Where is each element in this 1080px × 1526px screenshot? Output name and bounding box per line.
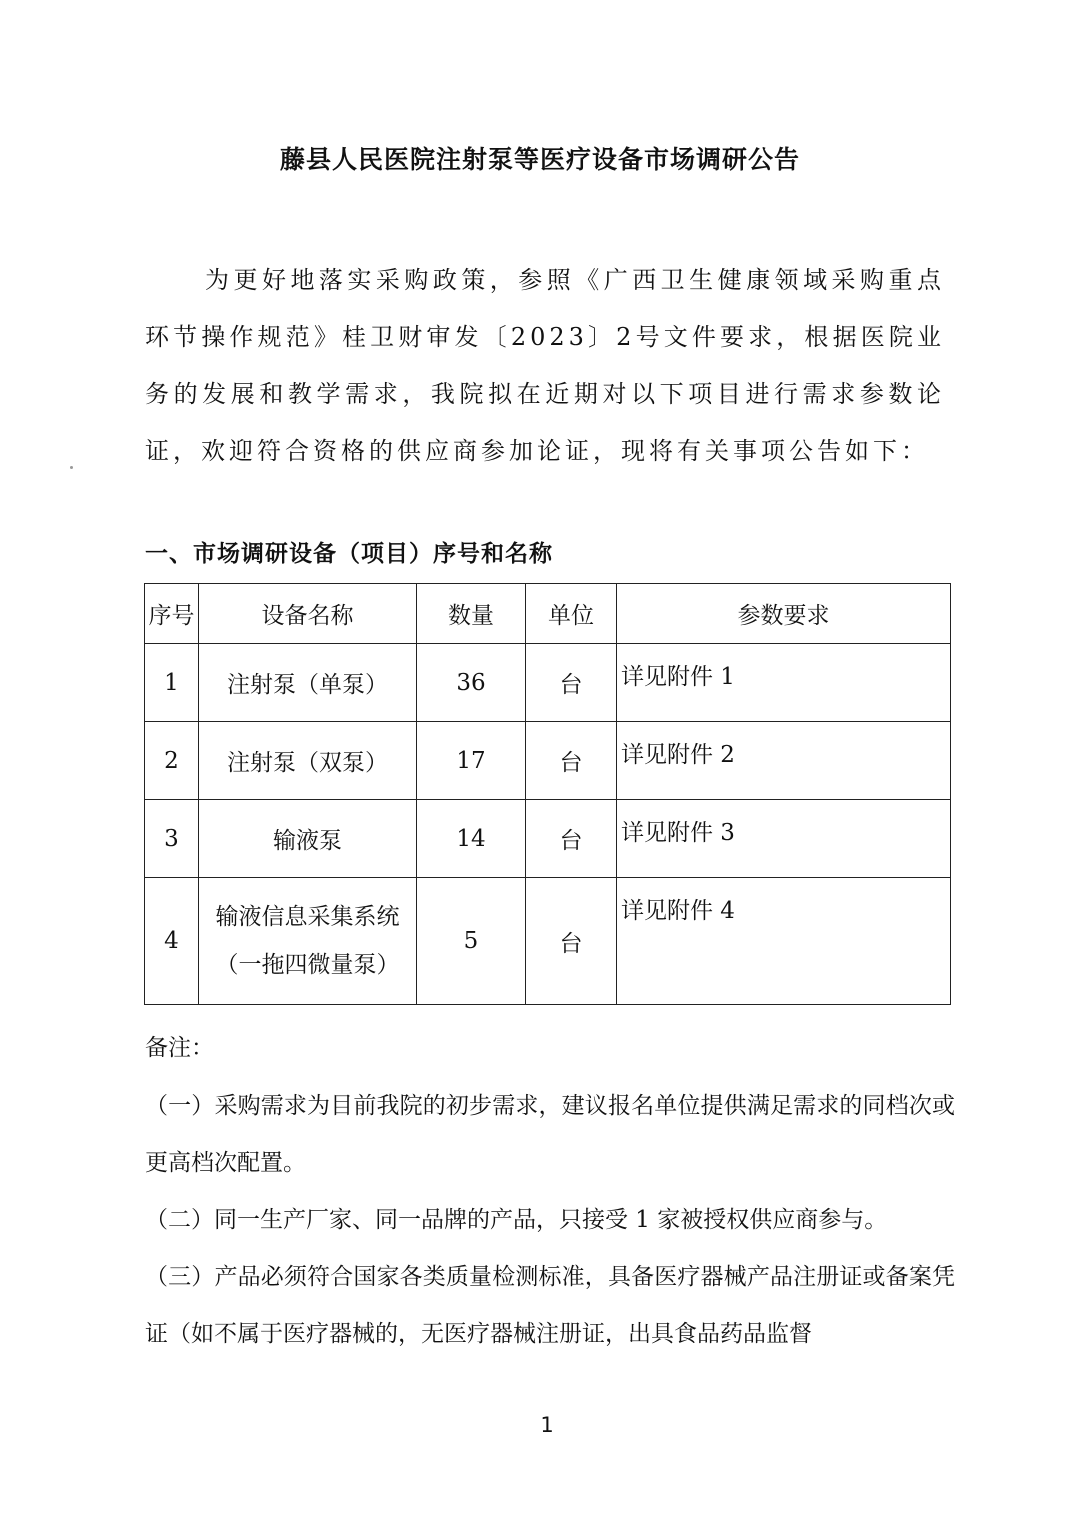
cell-seq: 2 bbox=[145, 722, 199, 800]
table-header-row bbox=[145, 584, 951, 644]
cell-name-line1: 输液信息采集系统 bbox=[215, 904, 400, 930]
remark-item-3: （三）产品必须符合国家各类质量检测标准，具备医疗器械产品注册证或备案凭证（如不属于医疗器械的，无医疗器械注册证，出具食品药品监督 bbox=[145, 1264, 955, 1347]
cell-param: 详见附件 1 bbox=[617, 644, 951, 722]
cell-qty: 36 bbox=[417, 644, 526, 722]
cell-seq: 1 bbox=[145, 644, 199, 722]
scan-speck bbox=[70, 466, 73, 469]
header-seq: 序号 bbox=[145, 584, 199, 644]
header-param: 参数要求 bbox=[617, 584, 951, 644]
cell-unit: 台 bbox=[526, 878, 617, 1005]
intro-paragraph: 为更好地落实采购政策，参照《广西卫生健康领域采购重点环节操作规范》桂卫财审发〔2023〕2号文件要求，根据医院业务的发展和教学需求，我院拟在近期对以下项目进行需求参数论证，欢迎符合资格的供应商参加论证，现将有关事项公告如下： bbox=[145, 266, 945, 465]
document-title: 藤县人民医院注射泵等医疗设备市场调研公告 bbox=[279, 145, 800, 174]
cell-unit: 台 bbox=[526, 644, 617, 722]
table-row bbox=[145, 722, 951, 800]
cell-param: 详见附件 2 bbox=[617, 722, 951, 800]
remark-item-1: （一）采购需求为目前我院的初步需求，建议报名单位提供满足需求的同档次或更高档次配置。 bbox=[145, 1093, 955, 1176]
cell-name-line2: （一拖四微量泵） bbox=[215, 952, 400, 978]
cell-name bbox=[199, 878, 417, 1005]
remarks-section bbox=[145, 1020, 955, 1363]
section-heading: 一、市场调研设备（项目）序号和名称 bbox=[145, 541, 553, 567]
header-unit: 单位 bbox=[526, 584, 617, 644]
cell-unit: 台 bbox=[526, 800, 617, 878]
remark-item-2: （二）同一生产厂家、同一品牌的产品，只接受 1 家被授权供应商参与。 bbox=[145, 1207, 888, 1233]
table-row bbox=[145, 878, 951, 1005]
table-row bbox=[145, 800, 951, 878]
header-qty: 数量 bbox=[417, 584, 526, 644]
cell-qty: 5 bbox=[417, 878, 526, 1005]
cell-seq: 3 bbox=[145, 800, 199, 878]
cell-name: 注射泵（单泵） bbox=[199, 644, 417, 722]
remarks-label: 备注： bbox=[145, 1035, 214, 1061]
cell-param: 详见附件 4 bbox=[617, 878, 951, 1005]
equipment-table bbox=[144, 583, 951, 1005]
cell-param: 详见附件 3 bbox=[617, 800, 951, 878]
page-number: 1 bbox=[540, 1413, 554, 1437]
cell-unit: 台 bbox=[526, 722, 617, 800]
cell-qty: 14 bbox=[417, 800, 526, 878]
cell-name: 输液泵 bbox=[199, 800, 417, 878]
header-name: 设备名称 bbox=[199, 584, 417, 644]
cell-qty: 17 bbox=[417, 722, 526, 800]
table-row bbox=[145, 644, 951, 722]
cell-seq: 4 bbox=[145, 878, 199, 1005]
cell-name: 注射泵（双泵） bbox=[199, 722, 417, 800]
